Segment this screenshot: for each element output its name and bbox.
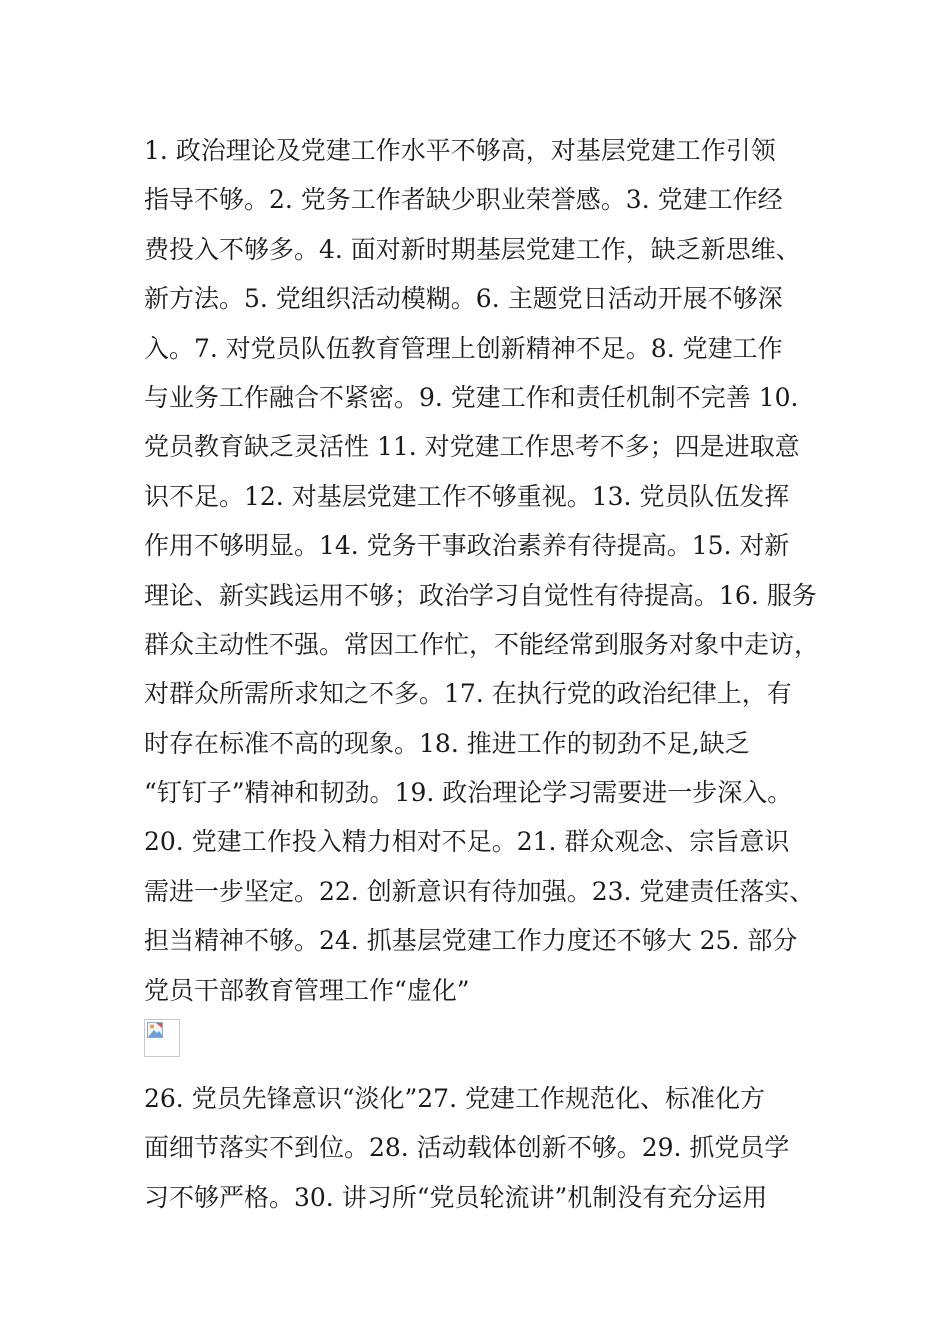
text-line: 指导不够。2. 党务工作者缺少职业荣誉感。3. 党建工作经 [144, 185, 783, 215]
paragraph-issues-1-25 [144, 126, 824, 1015]
image-placeholder-icon [147, 1022, 163, 1038]
text-line: 面细节落实不到位。28. 活动载体创新不够。29. 抓党员学 [144, 1133, 790, 1163]
broken-image-icon [144, 1019, 180, 1057]
text-line: 需进一步坚定。22. 创新意识有待加强。23. 党建责任落实、 [144, 876, 815, 906]
text-line: 习不够严格。30. 讲习所“党员轮流讲”机制没有充分运用 [144, 1182, 768, 1212]
text-line: 担当精神不够。24. 抓基层党建工作力度还不够大 25. 部分 [144, 926, 798, 956]
text-line: 对群众所需所求知之不多。17. 在执行党的政治纪律上，有 [144, 679, 792, 709]
text-line: 作用不够明显。14. 党务干事政治素养有待提高。15. 对新 [144, 531, 790, 561]
text-line: 党员教育缺乏灵活性 11. 对党建工作思考不多；四是进取意 [144, 432, 800, 462]
text-line: “钉钉子”精神和韧劲。19. 政治理论学习需要进一步深入。 [144, 778, 793, 808]
text-line: 党员干部教育管理工作“虚化” [144, 975, 470, 1005]
text-line: 1. 政治理论及党建工作水平不够高，对基层党建工作引领 [144, 136, 776, 165]
text-line: 新方法。5. 党组织活动模糊。6. 主题党日活动开展不够深 [144, 284, 783, 314]
text-line: 与业务工作融合不紧密。9. 党建工作和责任机制不完善 10. [144, 382, 799, 412]
text-line: 20. 党建工作投入精力相对不足。21. 群众观念、宗旨意识 [144, 827, 790, 857]
text-line: 26. 党员先锋意识“淡化”27. 党建工作规范化、标准化方 [144, 1084, 765, 1113]
text-line: 费投入不够多。4. 面对新时期基层党建工作，缺乏新思维、 [144, 234, 801, 264]
text-line: 识不足。12. 对基层党建工作不够重视。13. 党员队伍发挥 [144, 481, 790, 511]
text-line: 时存在标准不高的现象。18. 推进工作的韧劲不足,缺乏 [144, 728, 750, 758]
text-line: 群众主动性不强。常因工作忙，不能经常到服务对象中走访， [144, 629, 820, 659]
text-line: 理论、新实践运用不够；政治学习自觉性有待提高。16. 服务 [144, 580, 817, 610]
text-line: 入。7. 对党员队伍教育管理上创新精神不足。8. 党建工作 [144, 333, 783, 363]
paragraph-issues-26-30 [144, 1074, 824, 1222]
